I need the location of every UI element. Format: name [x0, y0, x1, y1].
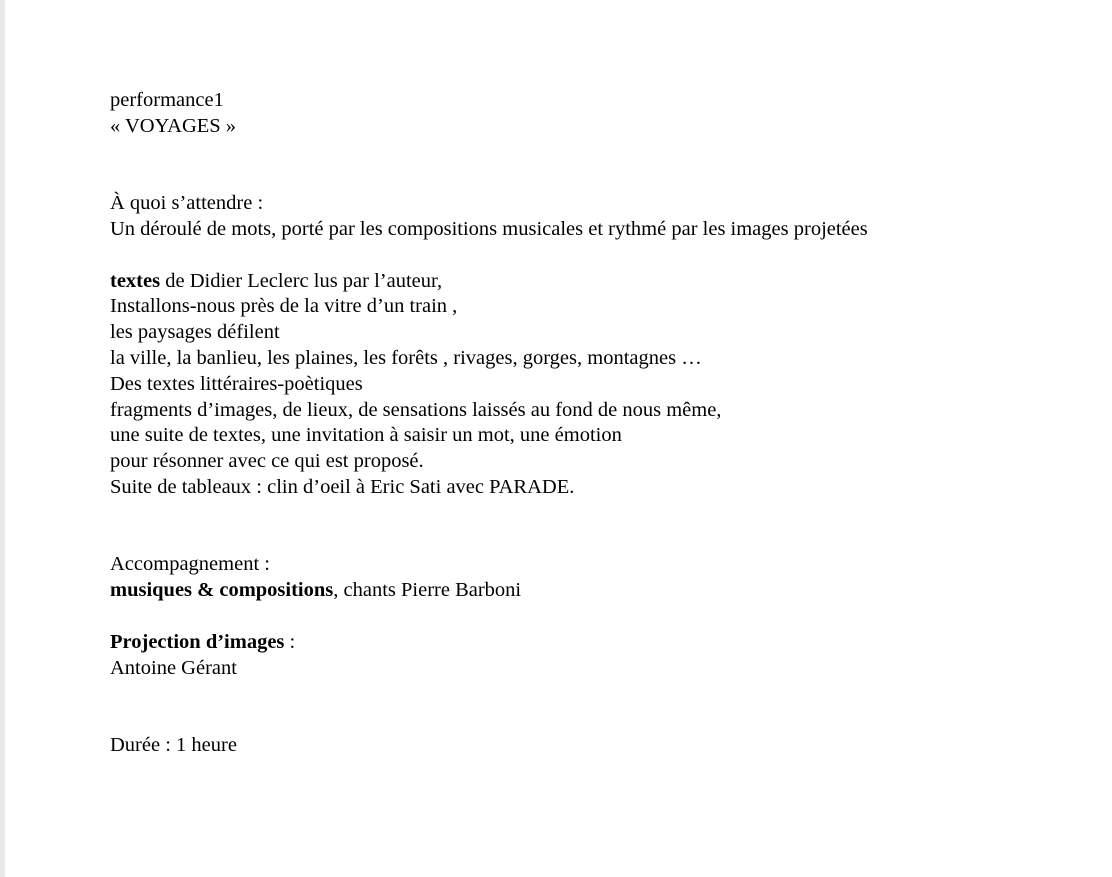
doc-label-performance: performance1 [110, 89, 224, 111]
doc-title: « VOYAGES » [110, 114, 237, 137]
projection-name: Antoine Gérant [110, 656, 237, 679]
projection-rest: : [284, 630, 296, 653]
page-edge [0, 0, 5, 877]
texts-line: Des textes littéraires-poètiques [110, 372, 363, 395]
accompaniment-rest: , chants Pierre Barboni [333, 579, 522, 602]
texts-line: Installons-nous près de la vitre d’un train , [110, 295, 458, 318]
spacer [110, 140, 1070, 192]
texts-intro [110, 269, 1070, 295]
texts-line: fragments d’images, de lieux, de sensations laissés au fond de nous même, [110, 398, 722, 421]
texts-line: Suite de tableaux : clin d’oeil à Eric Sati avec PARADE. [110, 475, 575, 498]
texts-rest: de Didier Leclerc lus par l’auteur, [160, 269, 443, 292]
texts-line: la ville, la banlieu, les plaines, les forêts , rivages, gorges, montagnes … [110, 346, 702, 369]
accompaniment-bold: musiques & compositions [110, 579, 334, 602]
accompaniment-label: Accompagnement : [110, 553, 270, 576]
document-page [110, 88, 1070, 759]
texts-line: les paysages défilent [110, 321, 280, 344]
expect-text: Un déroulé de mots, porté par les compositions musicales et rythmé par les images projetées [110, 217, 868, 240]
spacer [110, 681, 1070, 733]
projection-bold: Projection d’images [110, 630, 285, 653]
texts-line: une suite de textes, une invitation à saisir un mot, une émotion [110, 424, 622, 447]
spacer [110, 604, 1070, 630]
projection-label [110, 630, 1070, 656]
texts-bold: textes [110, 269, 161, 292]
spacer [110, 501, 1070, 553]
duration: Durée : 1 heure [110, 733, 237, 756]
expect-label: À quoi s’attendre : [110, 192, 264, 215]
spacer [110, 243, 1070, 269]
accompaniment-credits [110, 578, 1070, 604]
texts-line: pour résonner avec ce qui est proposé. [110, 450, 424, 473]
